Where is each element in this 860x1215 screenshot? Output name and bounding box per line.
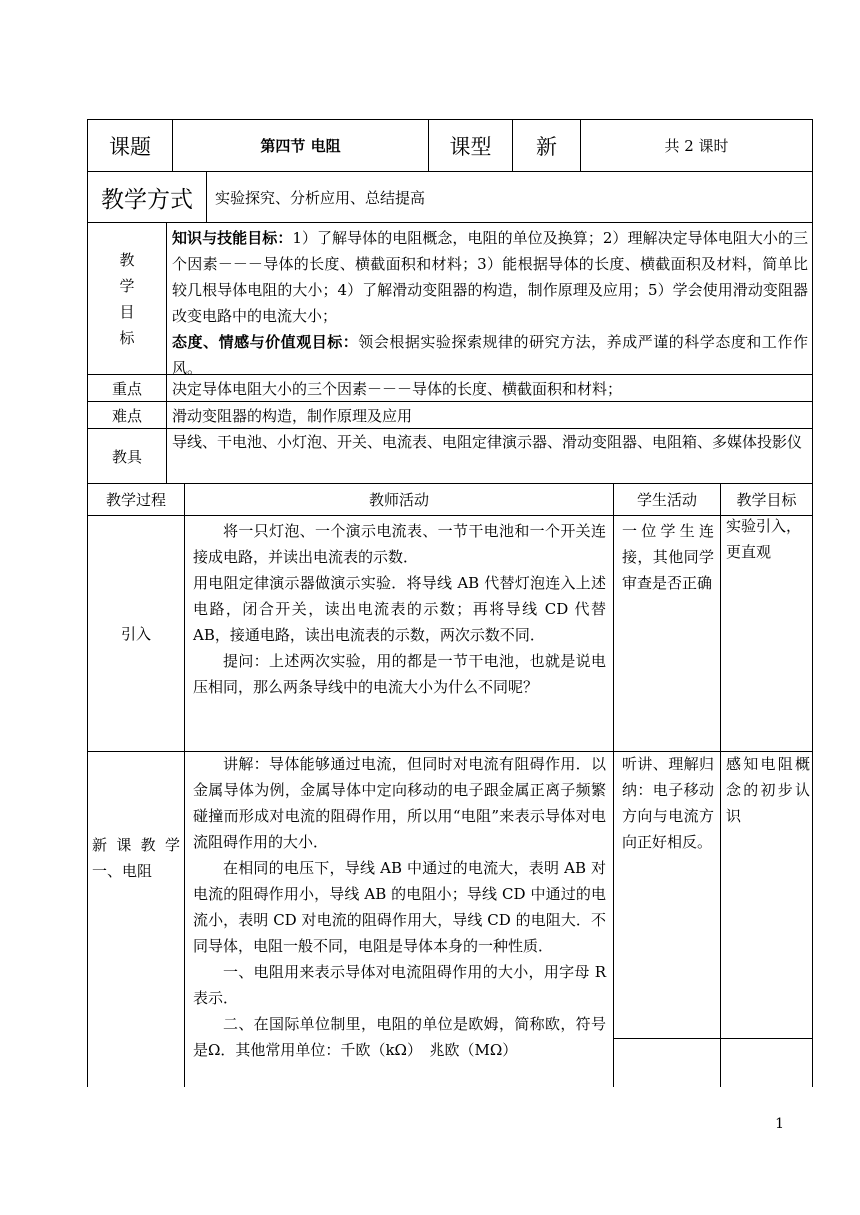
table-border-right (812, 119, 813, 1087)
header-goal: 教学目标 (736, 491, 797, 509)
vline (206, 171, 207, 222)
header-process: 教学过程 (105, 491, 166, 509)
hline (613, 1038, 813, 1039)
goal-label-char: 标 (119, 328, 135, 347)
header-teacher: 教师活动 (368, 491, 429, 509)
goal-label-char: 教 (119, 250, 135, 269)
hline (87, 222, 813, 223)
newlesson-teacher-activity (193, 751, 606, 1063)
label-key-point: 重点 (111, 379, 142, 398)
label-method: 教学方式 (101, 186, 193, 213)
vline (613, 483, 614, 1087)
newlesson-teacher-p2: 在相同的电压下，导线 AB 中通过的电流大，表明 AB 对电流的阻碍作用小，导线 AB 的电阻小；导线 CD 中通过的电流小，表明 CD 对电流的阻碍作用大，导线 CD 的电阻大．不同导体，电阻一般不同，电阻是导体本身的一种性质． (193, 859, 606, 955)
vline (184, 483, 185, 1087)
key-point-value: 决定导体电阻大小的三个因素－－－导体的长度、横截面积和材料； (172, 379, 623, 398)
difficulty-value: 滑动变阻器的构造，制作原理及应用 (172, 406, 413, 425)
label-topic: 课题 (109, 134, 151, 159)
newlesson-teacher-p1: 讲解：导体能够通过电流，但同时对电流有阻碍作用．以金属导体为例，金属导体中定向移动的电子跟金属正离子频繁碰撞而形成对电流的阻碍作用，所以用“电阻”来表示导体对电流阻碍作用的大小． (193, 755, 606, 851)
intro-teacher-p1: 将一只灯泡、一个演示电流表、一节干电池和一个开关连接成电路，并读出电流表的示数． (193, 522, 606, 566)
stage-intro: 引入 (120, 625, 151, 643)
goal-label-char: 学 (119, 276, 135, 295)
lesson-title: 第四节 电阻 (260, 137, 341, 155)
page-number: 1 (775, 1116, 784, 1132)
vline (166, 222, 167, 483)
knowledge-goal-title: 知识与技能目标： (172, 229, 293, 247)
knowledge-goal-text: 1）了解导体的电阻概念，电阻的单位及换算；2）理解决定导体电阻大小的三个因素－－－导体的长度、横截面积和材料；3）能根据导体的长度、横截面积及材料，简单比较几根导体电阻的大小；4）了解滑动变阻器的构造，制作原理及应用；5）学会使用滑动变阻器改变电路中的电流大小； (172, 229, 808, 325)
newlesson-goal: 感知电阻概念的初步认识 (726, 755, 810, 825)
label-type: 课型 (449, 134, 492, 159)
intro-goal: 实验引入，更直观 (726, 517, 802, 561)
intro-teacher-p2: 用电阻定律演示器做演示实验．将导线 AB 代替灯泡连入上述电路，闭合开关，读出电流表的示数；再将导线 CD 代替 AB，接通电路，读出电流表的示数，两次示数不同． (193, 574, 606, 644)
stage-newlesson: 新课教学一、电阻 (92, 836, 180, 880)
intro-student-activity: 一位学生连接，其他同学审查是否正确 (622, 522, 714, 592)
vline (720, 483, 721, 1087)
intro-teacher-activity (193, 518, 606, 700)
tools-value: 导线、干电池、小灯泡、开关、电流表、电阻定律演示器、滑动变阻器、电阻箱、多媒体投影仪 (172, 433, 803, 451)
newlesson-student-activity: 听讲、理解归纳：电子移动方向与电流方向正好相反。 (622, 755, 714, 851)
label-goals (88, 223, 166, 374)
method-value: 实验探究、分析应用、总结提高 (215, 188, 426, 207)
goals-content (172, 225, 808, 381)
goal-label-char: 目 (119, 302, 135, 321)
label-difficulty: 难点 (111, 406, 142, 425)
header-student: 学生活动 (636, 491, 697, 509)
attitude-goal-title: 态度、情感与价值观目标： (172, 333, 359, 351)
hline (87, 515, 813, 516)
label-tools: 教具 (111, 447, 142, 466)
lesson-type: 新 (536, 134, 557, 159)
lesson-hours: 共 2 课时 (664, 137, 729, 155)
newlesson-teacher-p4: 二、在国际单位制里，电阻的单位是欧姆，简称欧，符号是Ω．其他常用单位：千欧（kΩ） 兆欧（MΩ） (193, 1015, 606, 1059)
newlesson-teacher-p3: 一、电阻用来表示导体对电流阻碍作用的大小，用字母 R 表示． (193, 963, 606, 1007)
intro-teacher-p3: 提问：上述两次实验，用的都是一节干电池，也就是说电压相同，那么两条导线中的电流大小为什么不同呢？ (193, 652, 606, 696)
attitude-goal-text: 领会根据实验探索规律的研究方法，养成严谨的科学态度和工作作风。 (172, 333, 808, 377)
